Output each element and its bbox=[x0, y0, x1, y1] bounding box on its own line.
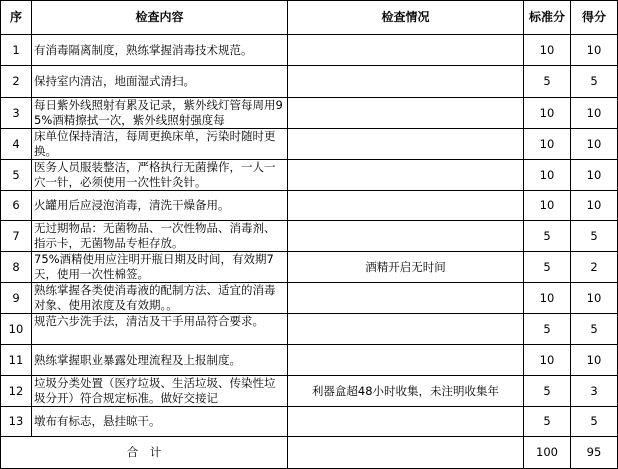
table-row bbox=[1, 191, 618, 221]
row-standard: 10 bbox=[524, 191, 571, 221]
row-index: 11 bbox=[1, 345, 32, 376]
row-standard: 10 bbox=[524, 129, 571, 160]
row-situation bbox=[288, 66, 524, 98]
row-situation bbox=[288, 314, 524, 345]
row-standard: 5 bbox=[524, 252, 571, 283]
row-situation bbox=[288, 407, 524, 437]
row-standard: 5 bbox=[524, 221, 571, 252]
row-score: 10 bbox=[571, 160, 618, 191]
row-situation bbox=[288, 191, 524, 221]
total-score: 95 bbox=[571, 437, 618, 469]
row-score: 2 bbox=[571, 252, 618, 283]
row-index: 9 bbox=[1, 283, 32, 314]
row-content-text: 规范六步洗手法，清洁及干手用品符合要求。 bbox=[34, 314, 264, 328]
row-situation: 利器盒超48小时收集，未注明收集年 bbox=[288, 376, 524, 407]
row-score: 5 bbox=[571, 66, 618, 98]
row-situation bbox=[288, 129, 524, 160]
row-standard: 10 bbox=[524, 98, 571, 129]
row-index: 13 bbox=[1, 407, 32, 437]
table-row bbox=[1, 66, 618, 98]
row-content: 75%酒精使用应注明开瓶日期及时间，有效期7天，使用一次性棉签。 bbox=[32, 252, 288, 283]
row-score: 10 bbox=[571, 283, 618, 314]
table-row bbox=[1, 252, 618, 283]
header-score: 得分 bbox=[571, 1, 618, 35]
row-content bbox=[32, 314, 288, 345]
total-standard: 100 bbox=[524, 437, 571, 469]
table-row bbox=[1, 407, 618, 437]
row-standard: 5 bbox=[524, 407, 571, 437]
row-score: 5 bbox=[571, 407, 618, 437]
row-content: 有消毒隔离制度，熟练掌握消毒技术规范。 bbox=[32, 35, 288, 66]
row-content: 熟练掌握职业暴露处理流程及上报制度。 bbox=[32, 345, 288, 376]
row-standard: 10 bbox=[524, 160, 571, 191]
header-content: 检查内容 bbox=[32, 1, 288, 35]
row-index: 4 bbox=[1, 129, 32, 160]
table-row bbox=[1, 283, 618, 314]
table-row bbox=[1, 345, 618, 376]
row-situation bbox=[288, 160, 524, 191]
row-content bbox=[32, 376, 288, 407]
row-index: 3 bbox=[1, 98, 32, 129]
row-situation bbox=[288, 35, 524, 66]
row-index: 10 bbox=[1, 314, 32, 345]
row-situation bbox=[288, 221, 524, 252]
row-standard: 5 bbox=[524, 66, 571, 98]
row-score: 10 bbox=[571, 345, 618, 376]
table-row bbox=[1, 376, 618, 407]
row-standard: 10 bbox=[524, 345, 571, 376]
header-index: 序 bbox=[1, 1, 32, 35]
row-content: 保持室内清洁，地面湿式清扫。 bbox=[32, 66, 288, 98]
table-row bbox=[1, 98, 618, 129]
row-score: 10 bbox=[571, 35, 618, 66]
row-content bbox=[32, 98, 288, 129]
table-row bbox=[1, 221, 618, 252]
row-standard: 5 bbox=[524, 314, 571, 345]
row-content: 熟练掌握各类使消毒液的配制方法、适宜的消毒对象、使用浓度及有效期。。 bbox=[32, 283, 288, 314]
table-row bbox=[1, 129, 618, 160]
row-index: 1 bbox=[1, 35, 32, 66]
header-row bbox=[1, 1, 618, 35]
row-content: 床单位保持清洁，每周更换床单，污染时随时更换。 bbox=[32, 129, 288, 160]
table-row bbox=[1, 314, 618, 345]
header-standard: 标准分 bbox=[524, 1, 571, 35]
row-score: 10 bbox=[571, 98, 618, 129]
row-score: 10 bbox=[571, 129, 618, 160]
row-score: 5 bbox=[571, 314, 618, 345]
row-score: 5 bbox=[571, 221, 618, 252]
row-situation bbox=[288, 98, 524, 129]
row-score: 3 bbox=[571, 376, 618, 407]
row-content-text: 垃圾分类处置（医疗垃圾、生活垃圾、传染性垃圾分开）符合规定标准。做好交接记 bbox=[34, 376, 276, 405]
row-content: 墩布有标志，悬挂晾干。 bbox=[32, 407, 288, 437]
row-index: 6 bbox=[1, 191, 32, 221]
row-content: 医务人员服装整洁，严格执行无菌操作，一人一穴一针，必须使用一次性针灸针。 bbox=[32, 160, 288, 191]
row-situation bbox=[288, 345, 524, 376]
row-index: 7 bbox=[1, 221, 32, 252]
row-standard: 10 bbox=[524, 283, 571, 314]
table-row bbox=[1, 160, 618, 191]
total-label: 合 计 bbox=[1, 437, 288, 469]
total-situation bbox=[288, 437, 524, 469]
row-situation: 酒精开启无时间 bbox=[288, 252, 524, 283]
row-index: 2 bbox=[1, 66, 32, 98]
row-standard: 5 bbox=[524, 376, 571, 407]
header-situation: 检查情况 bbox=[288, 1, 524, 35]
row-content-text: 每日紫外线照射有累及记录，紫外线灯管每周用95%酒精擦拭一次，紫外线照射强度每 bbox=[34, 98, 283, 127]
table-row bbox=[1, 35, 618, 66]
row-situation bbox=[288, 283, 524, 314]
row-index: 8 bbox=[1, 252, 32, 283]
row-index: 12 bbox=[1, 376, 32, 407]
row-content: 火罐用后应浸泡消毒，清洗干燥备用。 bbox=[32, 191, 288, 221]
row-index: 5 bbox=[1, 160, 32, 191]
row-standard: 10 bbox=[524, 35, 571, 66]
row-content: 无过期物品：无菌物品、一次性物品、消毒剂、指示卡，无菌物品专柜存放。 bbox=[32, 221, 288, 252]
row-score: 10 bbox=[571, 191, 618, 221]
total-row bbox=[1, 437, 618, 469]
